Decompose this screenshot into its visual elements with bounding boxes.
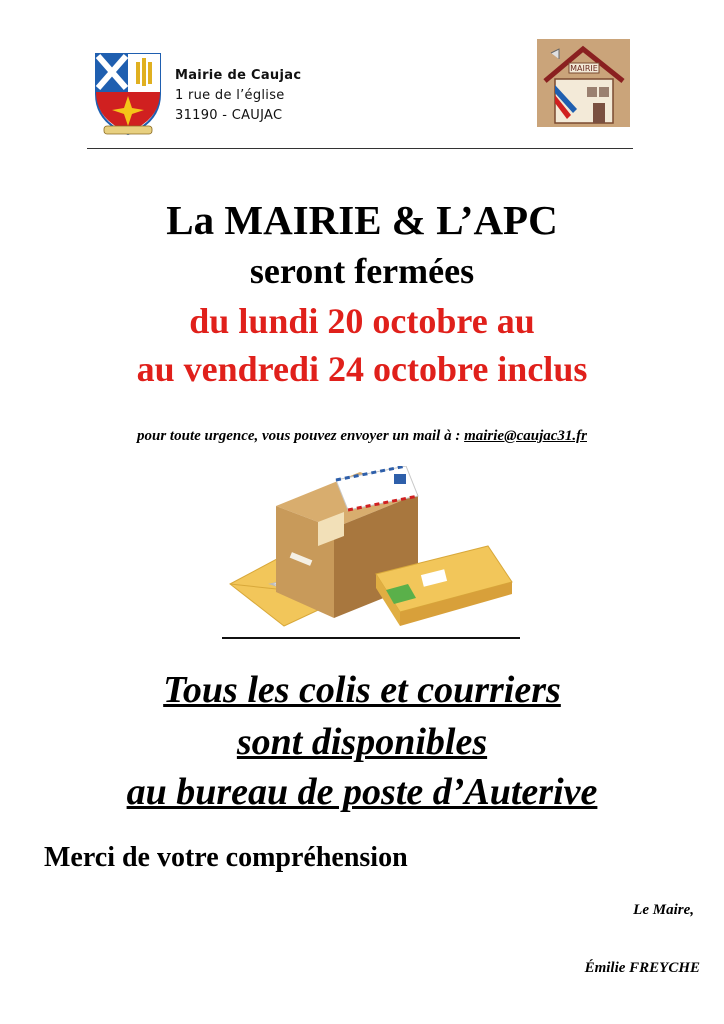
mairie-address-block [175, 66, 301, 126]
colis-line-3: au bureau de poste d’Auterive [126, 771, 598, 813]
urgency-text: pour toute urgence, vous pouvez envoyer un mail à : [137, 428, 465, 444]
thank-you-text: Merci de votre compréhension [44, 842, 408, 873]
address-city: 31190 - CAUJAC [175, 108, 283, 123]
section-divider [222, 637, 520, 639]
header-divider [87, 148, 633, 149]
closure-dates-end: au vendredi 24 octobre inclus [136, 349, 588, 389]
signature-name: Émilie FREYCHE [584, 960, 700, 976]
village-crest-logo [92, 48, 164, 138]
notice-subtitle: seront fermées [249, 251, 475, 291]
colis-line-1: Tous les colis et courriers [163, 669, 561, 711]
urgency-contact-line [0, 428, 724, 445]
house-sign-text: MAIRIE [570, 64, 598, 73]
notice-title: La MAIRIE & L’APC [166, 197, 558, 243]
email-link[interactable]: mairie@caujac31.fr [464, 428, 587, 444]
signature-title: Le Maire, [633, 902, 694, 918]
town-hall-house-logo [537, 39, 630, 127]
address-street: 1 rue de l’église [175, 88, 285, 103]
mairie-name: Mairie de Caujac [175, 68, 302, 83]
colis-line-2: sont disponibles [236, 721, 488, 763]
closure-dates-start: du lundi 20 octobre au [189, 301, 535, 341]
parcels-and-letters-illustration [226, 466, 518, 628]
